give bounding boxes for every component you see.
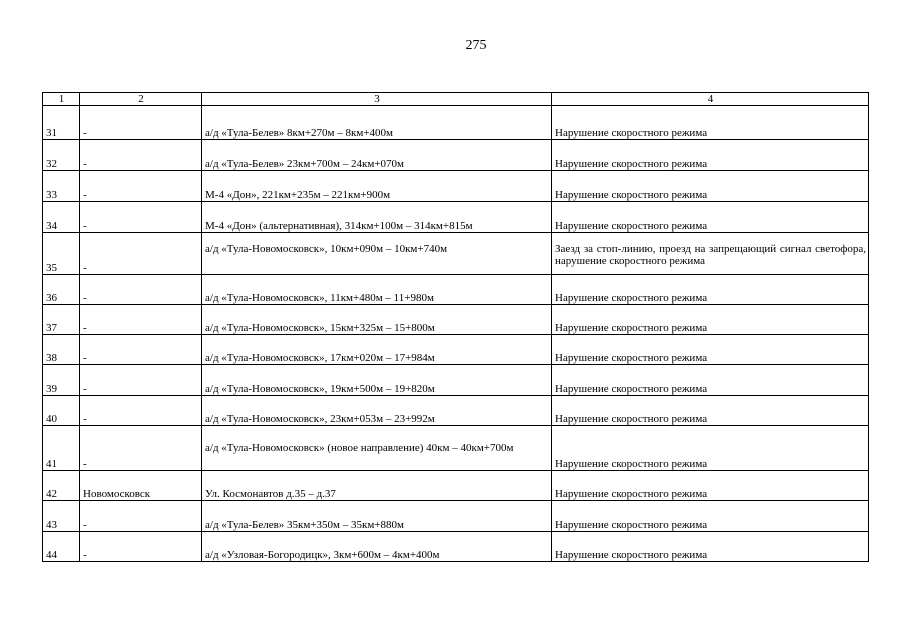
column-header: 3 [202,93,552,106]
row-violation: Нарушение скоростного режима [552,396,869,426]
row-number: 35 [43,233,80,275]
row-violation: Нарушение скоростного режима [552,426,869,471]
row-place: - [80,171,202,202]
row-place: - [80,396,202,426]
row-location: а/д «Тула-Белев» 35км+350м – 35км+880м [202,501,552,532]
row-location: М-4 «Дон» (альтернативная), 314км+100м – 314км+815м [202,202,552,233]
row-number: 43 [43,501,80,532]
row-violation: Нарушение скоростного режима [552,501,869,532]
row-number: 44 [43,532,80,562]
row-number: 41 [43,426,80,471]
table-row [43,426,869,471]
row-violation: Нарушение скоростного режима [552,140,869,171]
table-row [43,335,869,365]
row-place: - [80,365,202,396]
row-number: 31 [43,106,80,140]
row-place: - [80,275,202,305]
page-number: 275 [465,38,487,53]
row-number: 33 [43,171,80,202]
violations-table [42,92,869,562]
row-violation: Нарушение скоростного режима [552,365,869,396]
column-header: 1 [43,93,80,106]
row-violation: Нарушение скоростного режима [552,335,869,365]
row-number: 36 [43,275,80,305]
row-violation: Нарушение скоростного режима [552,275,869,305]
table-row [43,140,869,171]
row-location: а/д «Тула-Новомосковск», 17км+020м – 17+984м [202,335,552,365]
row-location: а/д «Тула-Новомосковск», 19км+500м – 19+820м [202,365,552,396]
row-location: а/д «Тула-Белев» 23км+700м – 24км+070м [202,140,552,171]
table-row [43,106,869,140]
row-place: - [80,305,202,335]
table-row [43,305,869,335]
table-row [43,396,869,426]
row-violation: Нарушение скоростного режима [552,305,869,335]
row-location: а/д «Тула-Новомосковск», 23км+053м – 23+992м [202,396,552,426]
row-place: - [80,233,202,275]
row-number: 32 [43,140,80,171]
table-row [43,501,869,532]
row-violation: Нарушение скоростного режима [552,106,869,140]
row-number: 37 [43,305,80,335]
table-row [43,233,869,275]
row-place: - [80,335,202,365]
row-violation: Нарушение скоростного режима [552,471,869,501]
row-location: М-4 «Дон», 221км+235м – 221км+900м [202,171,552,202]
row-location: а/д «Тула-Новомосковск», 10км+090м – 10км+740м [202,233,552,275]
table-row [43,171,869,202]
table-header-row [43,93,869,106]
row-location: а/д «Тула-Белев» 8км+270м – 8км+400м [202,106,552,140]
row-number: 38 [43,335,80,365]
row-violation: Нарушение скоростного режима [552,202,869,233]
row-place: - [80,426,202,471]
row-location: а/д «Тула-Новомосковск» (новое направление) 40км – 40км+700м [202,426,552,471]
row-place: - [80,140,202,171]
row-number: 40 [43,396,80,426]
row-place: - [80,202,202,233]
column-header: 4 [552,93,869,106]
row-location: Ул. Космонавтов д.35 – д.37 [202,471,552,501]
row-place: - [80,106,202,140]
table-row [43,471,869,501]
row-violation: Нарушение скоростного режима [552,171,869,202]
row-number: 34 [43,202,80,233]
row-violation: Заезд за стоп-линию, проезд на запрещающий сигнал светофора, нарушение скоростного режима [552,233,869,275]
row-location: а/д «Узловая-Богородицк», 3км+600м – 4км+400м [202,532,552,562]
column-header: 2 [80,93,202,106]
row-location: а/д «Тула-Новомосковск», 15км+325м – 15+800м [202,305,552,335]
table-row [43,202,869,233]
row-place: Новомосковск [80,471,202,501]
table-row [43,275,869,305]
row-place: - [80,501,202,532]
row-violation: Нарушение скоростного режима [552,532,869,562]
row-number: 39 [43,365,80,396]
row-number: 42 [43,471,80,501]
row-place: - [80,532,202,562]
table-row [43,532,869,562]
row-location: а/д «Тула-Новомосковск», 11км+480м – 11+980м [202,275,552,305]
table-row [43,365,869,396]
